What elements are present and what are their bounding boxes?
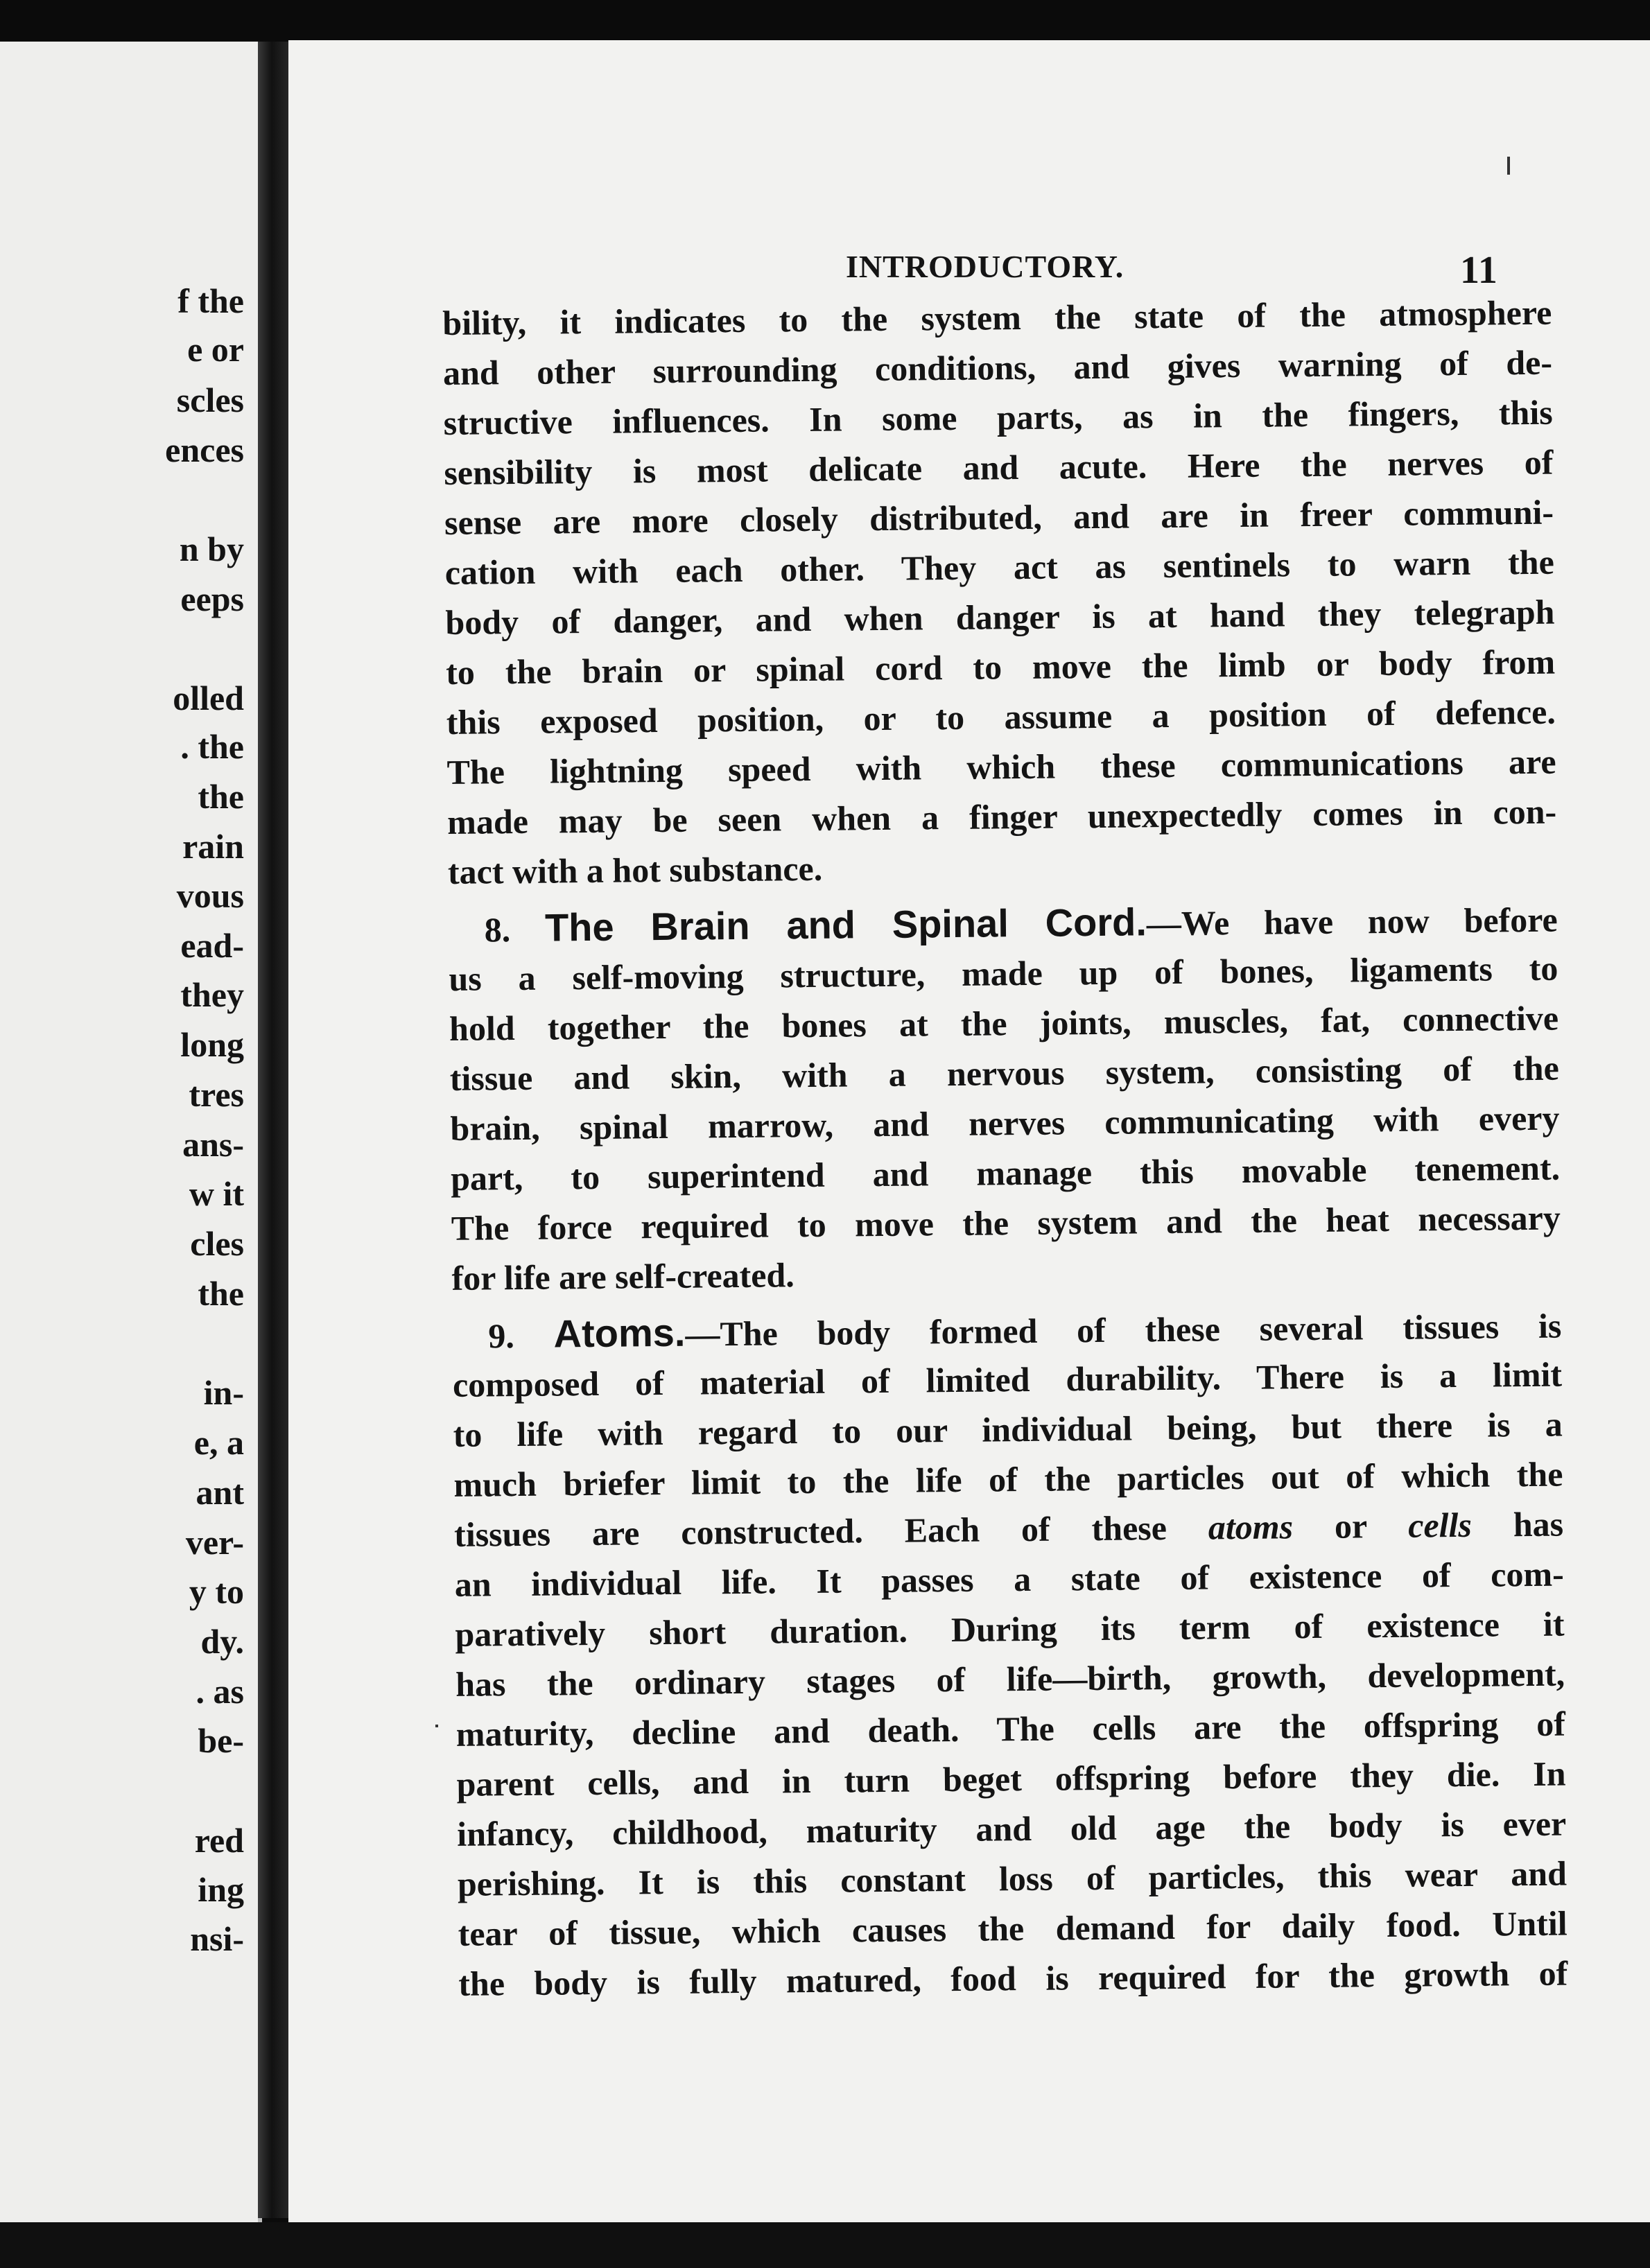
text-line: tear of tissue, which causes the demand for daily food. Until	[458, 1903, 1568, 1953]
left-page-fragment: ing	[198, 1870, 244, 1909]
page-number: 11	[1460, 249, 1498, 292]
text-line: maturity, decline and death. The cells are the offspring of	[455, 1704, 1566, 1754]
text-run: has	[1471, 1504, 1564, 1544]
text-line: to the brain or spinal cord to move the limb or body from	[445, 642, 1556, 692]
left-page-fragment: e or	[187, 330, 244, 369]
section-number: 8.	[484, 910, 511, 950]
section-8	[448, 893, 1561, 1303]
left-page-fragment: y to	[189, 1572, 244, 1611]
left-page-fragment: nsi-	[190, 1919, 244, 1958]
scan-border	[0, 2222, 1650, 2268]
text-line: structive influences. In some parts, as in the fingers, this	[443, 392, 1553, 442]
text-line: tact with a hot substance.	[447, 848, 823, 891]
text-run: tissues are constructed. Each of these	[453, 1508, 1209, 1554]
book-gutter	[258, 42, 288, 2218]
text-line: sense are more closely distributed, and are in freer communi-	[444, 492, 1554, 542]
text-line: composed of material of limited durability. There is a limit	[452, 1354, 1563, 1404]
text-line: perishing. It is this constant loss of particles, this wear and	[457, 1853, 1568, 1903]
text-line: paratively short duration. During its term of existence it	[455, 1604, 1565, 1654]
left-page-fragment: rain	[182, 827, 244, 866]
paragraph-continued	[442, 288, 1557, 897]
text-line: has the ordinary stages of life—birth, growth, development,	[455, 1654, 1565, 1704]
left-page-fragment: long	[180, 1025, 244, 1064]
text-line: body of danger, and when danger is at hand they telegraph	[445, 592, 1555, 642]
left-page-fragment: ead-	[180, 926, 244, 965]
emphasis-cells: cells	[1407, 1505, 1473, 1545]
text-run: —We have now before	[1146, 900, 1558, 943]
scan-speck	[1507, 157, 1510, 175]
text-line: The lightning speed with which these communications are	[446, 742, 1556, 792]
text-line: an individual life. It passes a state of existence of com-	[454, 1554, 1565, 1604]
left-page-fragment: the	[198, 1274, 244, 1313]
text-line: brain, spinal marrow, and nerves communicating with every	[450, 1098, 1560, 1148]
left-page-fragment: ver-	[185, 1523, 244, 1562]
left-page-fragment: eeps	[180, 579, 244, 618]
running-head-title: INTRODUCTORY.	[846, 249, 1124, 284]
section-heading: The Brain and Spinal Cord.	[544, 900, 1147, 950]
text-line: this exposed position, or to assume a position of defence.	[446, 692, 1556, 742]
text-line: parent cells, and in turn beget offspring before they die. In	[456, 1754, 1566, 1804]
text-line: bility, it indicates to the system the state of the atmosphere	[442, 293, 1552, 342]
text-line: and other surrounding conditions, and gives warning of de-	[442, 342, 1553, 392]
left-page-fragment: n by	[179, 530, 244, 568]
text-line: the body is fully matured, food is required for the growth of	[458, 1953, 1568, 2003]
left-page-fragment: ant	[196, 1473, 244, 1512]
body-text	[442, 288, 1568, 2009]
left-page-fragment: cles	[190, 1224, 244, 1263]
text-line: hold together the bones at the joints, muscles, fat, connective	[449, 998, 1559, 1048]
left-page-fragment: ans-	[182, 1125, 244, 1164]
left-page-fragment: in-	[203, 1373, 244, 1412]
left-page-fragment: be-	[198, 1721, 244, 1760]
section-number: 9.	[488, 1316, 515, 1356]
left-page-fragment: tres	[189, 1075, 244, 1114]
left-page-fragment: f the	[177, 281, 244, 320]
left-page-fragment: scles	[176, 381, 244, 419]
text-line: much briefer limit to the life of the particles out of which the	[453, 1454, 1563, 1504]
left-page-fragment: they	[180, 975, 244, 1014]
text-line: The force required to move the system and the heat necessary	[451, 1198, 1561, 1248]
left-page-fragment: w it	[189, 1174, 244, 1213]
text-line: part, to superintend and manage this movable tenement.	[450, 1148, 1561, 1198]
left-page-fragment: dy.	[200, 1622, 244, 1661]
text-line: us a self-moving structure, made up of bones, ligaments to	[449, 948, 1558, 998]
emphasis-atoms: atoms	[1208, 1507, 1294, 1547]
left-page-fragment: . the	[180, 727, 244, 766]
left-page-fragment: . as	[196, 1672, 244, 1711]
scan-speck	[435, 1725, 438, 1727]
text-line: to life with regard to our individual being, but there is a	[453, 1404, 1563, 1454]
left-page-margin	[0, 42, 262, 2268]
text-run: —The body formed of these several tissues is	[685, 1306, 1562, 1354]
right-page	[288, 40, 1650, 2224]
text-line: sensibility is most delicate and acute. Here the nerves of	[444, 442, 1554, 492]
left-page-fragment: red	[194, 1821, 244, 1860]
section-heading: Atoms.	[553, 1310, 686, 1356]
left-page-fragment: ences	[165, 430, 244, 469]
left-page-fragment: the	[198, 777, 244, 816]
text-run: or	[1292, 1506, 1409, 1546]
text-line: made may be seen when a finger unexpectedly comes in con-	[446, 792, 1557, 841]
text-line: cation with each other. They act as sentinels to warn the	[444, 542, 1554, 592]
text-line: for life are self-created.	[451, 1255, 795, 1298]
left-page-fragment: e, a	[193, 1423, 244, 1462]
left-page-fragment: olled	[173, 679, 244, 717]
left-page-fragment: vous	[176, 876, 244, 915]
text-line: infancy, childhood, maturity and old age the body is ever	[457, 1804, 1567, 1853]
text-line: tissue and skin, with a nervous system, consisting of the	[449, 1048, 1560, 1098]
section-9	[452, 1300, 1568, 2009]
